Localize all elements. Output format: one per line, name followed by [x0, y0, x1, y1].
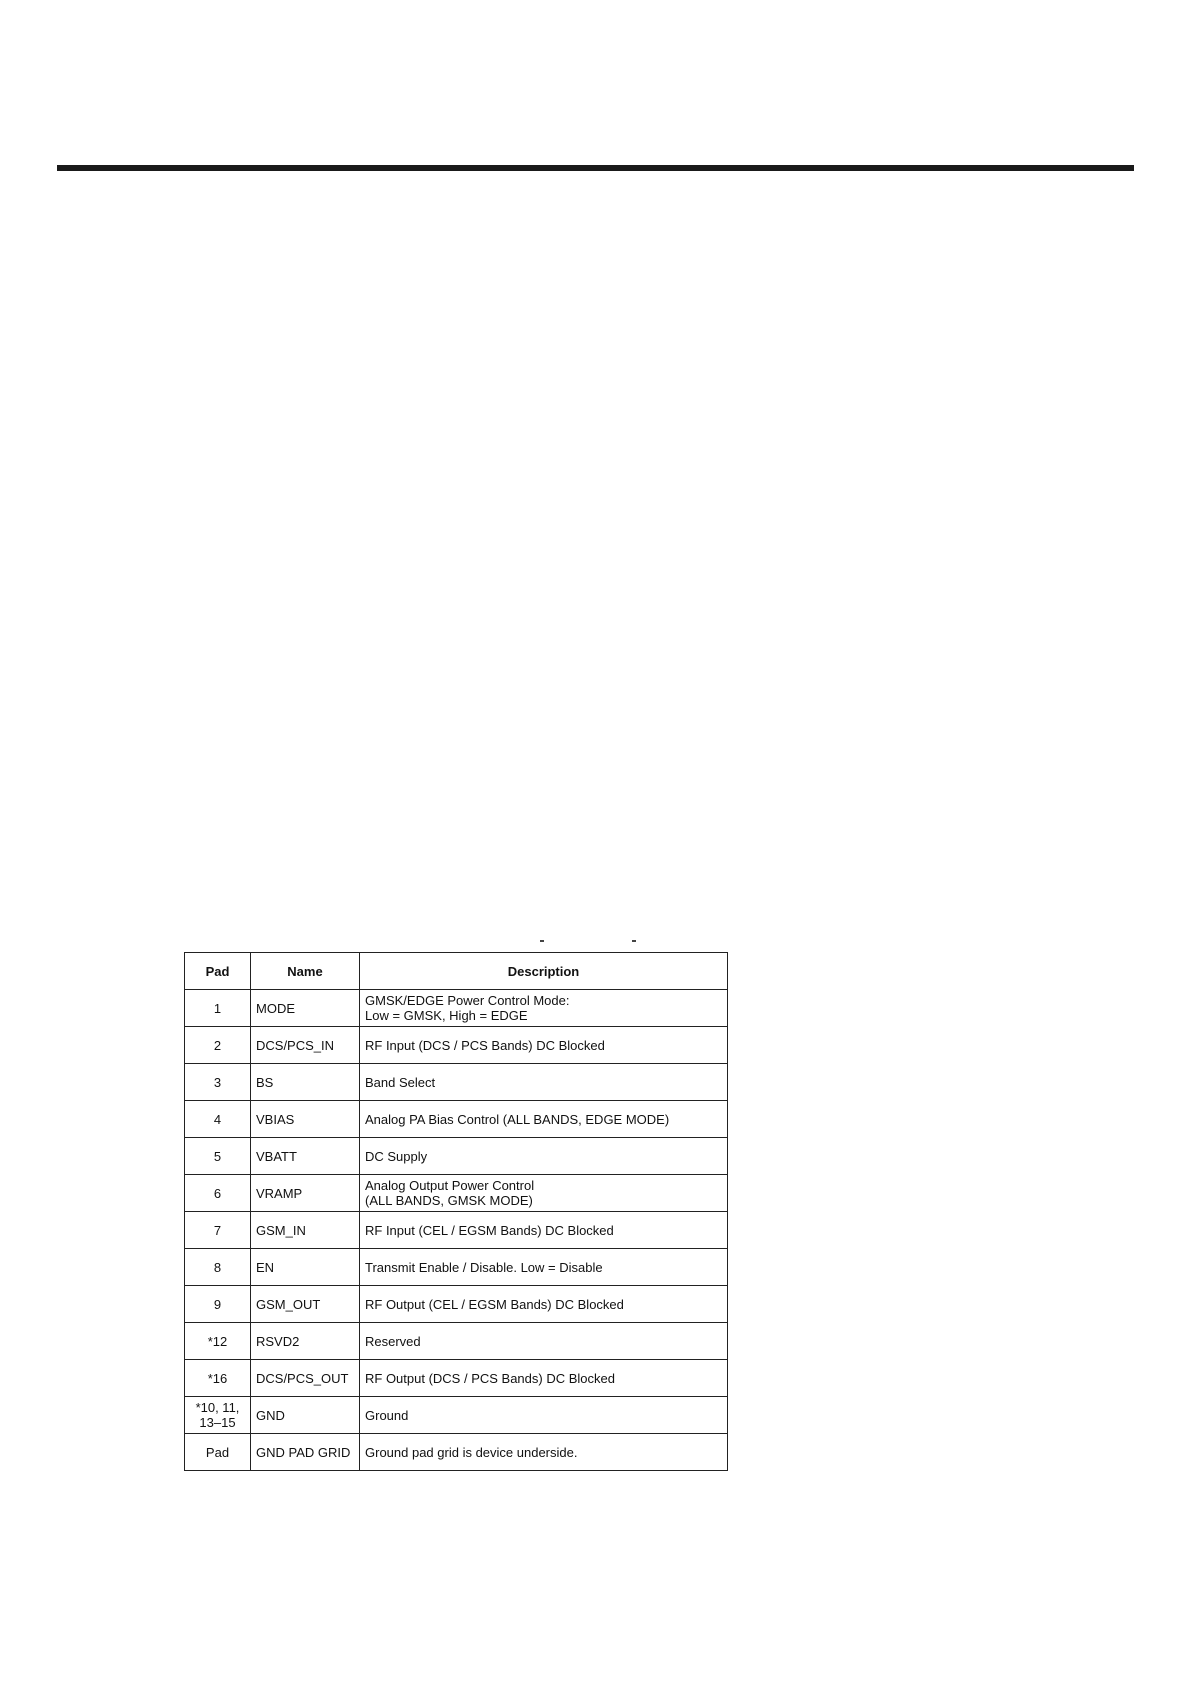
table-row [185, 1434, 728, 1471]
pad-cell [185, 1434, 251, 1471]
pad-value: 6 [213, 1185, 222, 1201]
pad-value: 7 [213, 1222, 222, 1238]
description-line: Low = GMSK, High = EDGE [365, 1008, 528, 1023]
signal-name-cell: GND PAD GRID [251, 1434, 360, 1471]
pad-value: *16 [207, 1370, 228, 1386]
description-line: Reserved [365, 1333, 421, 1349]
signal-name-cell: EN [251, 1249, 360, 1286]
description-line: GMSK/EDGE Power Control Mode: [365, 993, 570, 1008]
signal-name-cell: MODE [251, 990, 360, 1027]
pad-value: 9 [213, 1296, 222, 1312]
table-row [185, 1064, 728, 1101]
pad-value: 2 [213, 1037, 222, 1053]
pad-cell [185, 1249, 251, 1286]
description-cell [360, 1323, 728, 1360]
pad-cell [185, 1360, 251, 1397]
table-row [185, 1397, 728, 1434]
signal-name-cell: VBIAS [251, 1101, 360, 1138]
signal-name-cell: BS [251, 1064, 360, 1101]
signal-name-cell: GND [251, 1397, 360, 1434]
description-cell [360, 1027, 728, 1064]
description-cell [360, 1397, 728, 1434]
pad-value: Pad [205, 1444, 230, 1460]
pad-cell [185, 1175, 251, 1212]
column-header-pad: Pad [185, 953, 251, 990]
table-row [185, 1323, 728, 1360]
table-row [185, 1249, 728, 1286]
description-line: Analog PA Bias Control (ALL BANDS, EDGE MODE) [365, 1111, 670, 1127]
pad-cell [185, 1027, 251, 1064]
description-cell [360, 1138, 728, 1175]
description-line: Ground [365, 1407, 409, 1423]
description-line: RF Output (DCS / PCS Bands) DC Blocked [365, 1370, 615, 1386]
column-header-description: Description [360, 953, 728, 990]
description-cell [360, 990, 728, 1027]
signal-name-cell: GSM_OUT [251, 1286, 360, 1323]
table-row [185, 990, 728, 1027]
column-header-name: Name [251, 953, 360, 990]
pin-description-table [184, 952, 728, 1471]
signal-name-cell: GSM_IN [251, 1212, 360, 1249]
signal-name-cell: DCS/PCS_IN [251, 1027, 360, 1064]
description-line: RF Input (DCS / PCS Bands) DC Blocked [365, 1037, 605, 1053]
table-row [185, 1101, 728, 1138]
table-row [185, 1175, 728, 1212]
pad-cell [185, 1286, 251, 1323]
description-cell [360, 1360, 728, 1397]
table-row [185, 1027, 728, 1064]
pad-value: *10, 11, [195, 1400, 240, 1415]
pad-value: 5 [213, 1148, 222, 1164]
description-cell [360, 1064, 728, 1101]
description-line: Ground pad grid is device underside. [365, 1444, 578, 1460]
pad-cell [185, 1323, 251, 1360]
pad-cell [185, 1101, 251, 1138]
pad-value: 3 [213, 1074, 222, 1090]
signal-name-cell: RSVD2 [251, 1323, 360, 1360]
table-row [185, 1360, 728, 1397]
header-rule [57, 165, 1134, 171]
description-line: RF Output (CEL / EGSM Bands) DC Blocked [365, 1296, 624, 1312]
pad-value: 8 [213, 1259, 222, 1275]
description-line: (ALL BANDS, GMSK MODE) [365, 1193, 533, 1208]
cropped-caption-fragment [540, 940, 640, 948]
description-cell [360, 1286, 728, 1323]
description-line: Transmit Enable / Disable. Low = Disable [365, 1259, 603, 1275]
signal-name-cell: DCS/PCS_OUT [251, 1360, 360, 1397]
table-row [185, 1286, 728, 1323]
pad-value: *12 [207, 1333, 228, 1349]
table-row [185, 1138, 728, 1175]
signal-name-cell: VBATT [251, 1138, 360, 1175]
description-cell [360, 1212, 728, 1249]
description-line: Band Select [365, 1074, 436, 1090]
description-cell [360, 1175, 728, 1212]
pad-value: 1 [213, 1000, 222, 1016]
signal-name-cell: VRAMP [251, 1175, 360, 1212]
pad-cell [185, 990, 251, 1027]
description-cell [360, 1249, 728, 1286]
table-header-row [185, 953, 728, 990]
pad-cell [185, 1397, 251, 1434]
pad-cell [185, 1138, 251, 1175]
description-cell [360, 1101, 728, 1138]
pad-cell [185, 1064, 251, 1101]
table-body [185, 990, 728, 1471]
description-line: Analog Output Power Control [365, 1178, 535, 1193]
pad-value: 4 [213, 1111, 222, 1127]
description-cell [360, 1434, 728, 1471]
pad-cell [185, 1212, 251, 1249]
description-line: RF Input (CEL / EGSM Bands) DC Blocked [365, 1222, 614, 1238]
description-line: DC Supply [365, 1148, 428, 1164]
pad-value: 13–15 [199, 1415, 236, 1430]
table-row [185, 1212, 728, 1249]
